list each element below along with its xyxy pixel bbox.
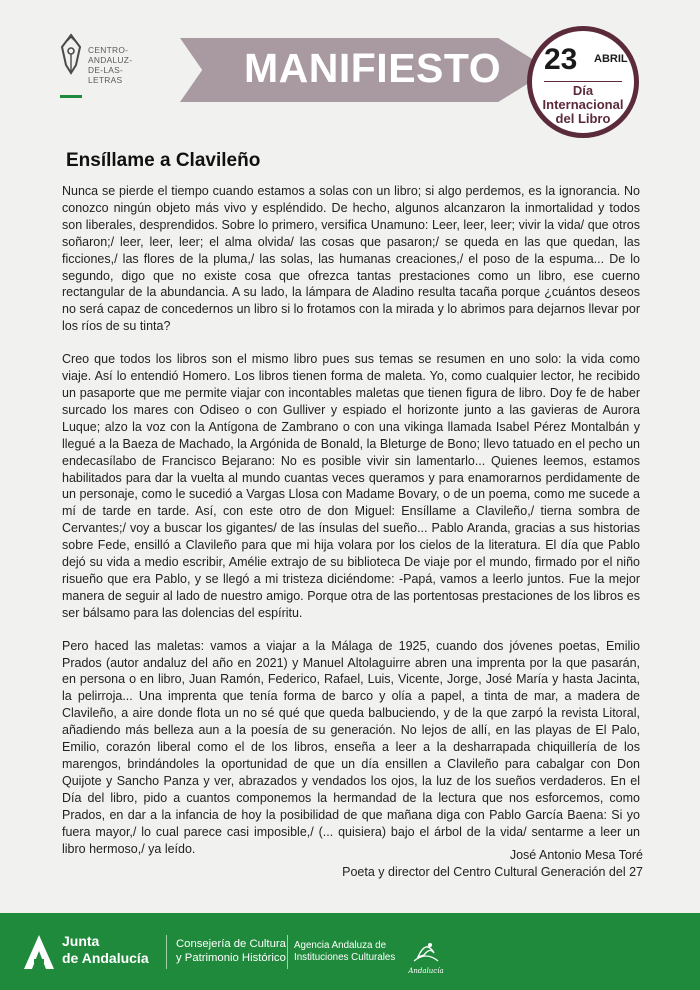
badge-subtitle: Día Internacional del Libro	[542, 83, 624, 126]
footer-divider	[166, 935, 167, 969]
article-paragraph-3: Pero haced las maletas: vamos a viajar a la Málaga de 1925, cuando dos jóvenes poetas, Emilio Prados (autor andaluz del año en 2021) y Manuel Altolaguirre abren una imprenta por la que pasarán, en persona o en libro, Juan Ramón, Federico, Rafael, Luis, Vicente, Jorge, José María y hasta Jacinta, la pelirroja... Una imprenta que tenía forma de barco y olía a papel, a tinta de mar, a madera de Clavileño, a aire donde flota un no sé qué que queda balbuciendo, y de la que zarpó la revista Litoral, añadiendo más belleza aun a la poesía de su generación. No lejos de allí, en las playas de El Palo, Emilio, corazón liberal como el de los libros, enseña a leer a la desharrapada chiquillería de los marengos, brindándoles la oportunidad de que un día ensillen a Clavileño para cabalgar con Don Quijote y Sancho Panza y ver, abrazados y vendados los ojos, la luz de los sueños verdaderos. En el Día del libro, pido a cuantos componemos la hermandad de la lectura que nos esforcemos, como Prados, en dar a la infancia de hoy la posibilidad de que mañana diga con Pablo García Baena: Si yo fuera mayor,/ lo cual parece casi imposible,/ (... quisiera) bajo el árbol de la vida/ sentarme a leer un libro hermoso,/ ya leído.	[62, 638, 640, 856]
badge-divider	[544, 81, 622, 82]
badge-day: 23	[544, 43, 578, 76]
author-role: Poeta y director del Centro Cultural Generación del 27	[342, 865, 643, 879]
logo-text: CENTRO- ANDALUZ- DE-LAS- LETRAS	[88, 45, 133, 85]
andalucia-logo-icon	[404, 933, 448, 979]
footer	[0, 913, 700, 990]
agencia-text: Agencia Andaluza de Instituciones Culturales	[294, 940, 396, 963]
junta-andalucia-text: Junta de Andalucía	[62, 933, 149, 966]
andalucia-logo-text: Andalucía	[408, 967, 444, 975]
junta-andalucia-icon	[22, 933, 56, 971]
centro-andaluz-letras-logo	[58, 33, 148, 103]
article-paragraph-1: Nunca se pierde el tiempo cuando estamos a solas con un libro; si algo perdemos, es la ignorancia. No conozco ningún objeto más vivo y espléndido. De hecho, algunos alcanzaron la inmortalidad y todos son liberales, desprendidos. Sobre lo primero, versifica Unamuno: Leer, leer, leer; vivir la vida/ que otros soñaron;/ leer, leer, leer; el alma olvida/ las cosas que pasaron;/ se queda en las que quedan, las ficciones,/ las flores de la pluma,/ las solas, las humanas creaciones,/ el poso de la espuma... De lo segundo, digo que no existe cosa que ofrezca tantas prestaciones como un libro, ese cuerno rectangular de la abundancia. A su lado, la lámpara de Aladino resulta tacaña porque ¿cuántos deseos no será capaz de concedernos un libro si lo frotamos con la mirada y lo abrimos para dejarnos llevar por los ríos de su tinta?	[62, 184, 640, 334]
article-paragraph-2: Creo que todos los libros son el mismo libro pues sus temas se resumen en uno solo: la vida como viaje. Así lo entendió Homero. Los libros tienen forma de maleta. Yo, como cualquier lector, he recibido un pasaporte que me permite viajar con incontables maletas que tienen figura de libro. Doy fe de haber surcado los mares con Odiseo o con Gulliver y espiado el horizonte junto a las gavieras de Aurora Luque; alzo la voz con la Antígona de Zambrano o con una vikinga llamada Isabel Pérez Montalbán y llegué a la Baeza de Machado, la Argónida de Bonald, la Bleturge de Bono; llevo tatuado en el pecho un endecasílabo de Francisco Bejarano: No es posible vivir sin lamentarlo... Quienes leemos, estamos habilitados para dar la vuelta al mundo cuantas veces queramos y para enamorarnos perdidamente de un personaje, como le sucedió a Vargas Llosa con Madame Bovary, o de un poema, como me sucede a mí de tarde en tarde. Así, con este otro de don Miguel: Ensíllame a Clavileño,/ tierna sombra de Cervantes;/ voy a buscar los gigantes/ de las ínsulas del sueño... Pablo Aranda, gracias a sus historias sobre Fede, ensilló a Clavileño para que mi hija volara por los cielos de la literatura. El día que Pablo dejó su vida a medio escribir, Amélie extrajo de su biblioteca De viaje por el mundo, firmado por el niño risueño que era Pablo, y se llegó a mi tristeza diciéndome: -Papá, vamos a leerlo juntos. Fue la mejor manera de seguir al lado de nuestro amigo. Porque otra de las portentosas prestaciones de los libros es ser bálsamo para las dolencias del espíritu.	[62, 352, 640, 620]
badge-month: ABRIL	[594, 53, 628, 65]
pen-nib-icon	[58, 33, 84, 81]
author-name: José Antonio Mesa Toré	[509, 848, 643, 862]
date-badge	[527, 26, 639, 138]
signature	[342, 847, 643, 881]
article-body	[62, 183, 640, 873]
article-title: Ensíllame a Clavileño	[66, 150, 261, 171]
logo-accent-line	[60, 95, 82, 98]
consejeria-text: Consejería de Cultura y Patrimonio Histórico	[176, 938, 286, 964]
banner-title: MANIFIESTO	[244, 45, 502, 91]
footer-divider	[287, 935, 288, 969]
